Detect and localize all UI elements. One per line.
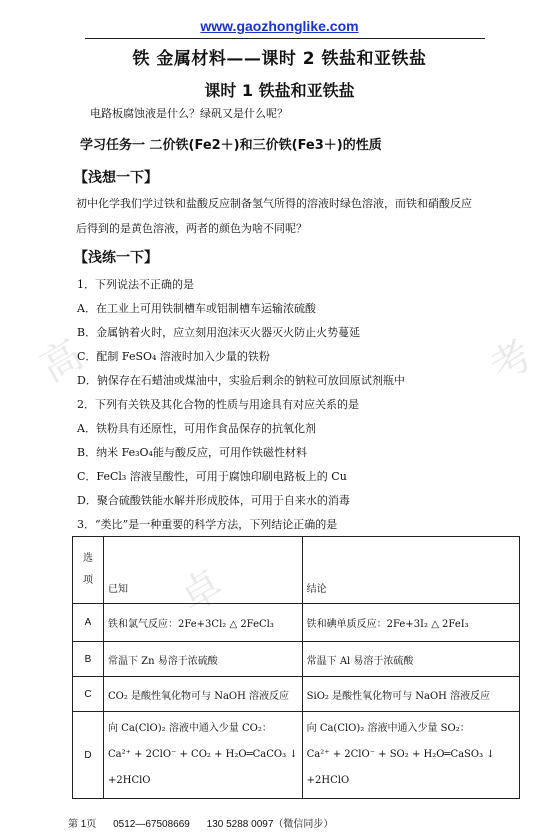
question-1-option-c: C．配制 FeSO₄ 溶液时加入少量的铁粉	[77, 350, 270, 363]
header-option-line1: 选	[83, 553, 93, 564]
table-row	[73, 712, 520, 799]
known-line-1: 向 Ca(ClO)₂ 溶液中通入少量 CO₂：	[108, 723, 272, 734]
table-header-row	[73, 537, 520, 604]
question-2-option-a: A．铁粉具有还原性，可用作食品保存的抗氧化剂	[77, 422, 316, 435]
practice-heading: 【浅练一下】	[74, 250, 158, 266]
think-text-line2: 后得到的是黄色溶液，两者的颜色为啥不同呢？	[76, 222, 307, 235]
task-heading: 学习任务一 二价铁(Fe2＋)和三价铁(Fe3＋)的性质	[80, 138, 382, 153]
page-footer	[68, 815, 347, 830]
think-text-line1: 初中化学我们学过铁和盐酸反应制备氢气所得的溶液时绿色溶液，而铁和硝酸反应	[76, 197, 472, 210]
table-row	[73, 642, 520, 677]
row-conclusion-cell	[302, 712, 519, 799]
footer-phone-mobile: 130 5288 0097（微信同步）	[206, 819, 334, 830]
question-2-option-c: C．FeCl₃ 溶液呈酸性，可用于腐蚀印刷电路板上的 Cu	[77, 470, 347, 483]
row-known-cell: 常温下 Zn 易溶于浓硫酸	[104, 642, 303, 677]
watermark-glyph: 考	[482, 331, 541, 392]
question-1-option-b: B．金属钠着火时，应立刻用泡沫灭火器灭火防止火势蔓延	[77, 326, 361, 339]
watermark-glyph: 高	[32, 331, 91, 392]
watermark-glyph: 卓	[172, 561, 231, 622]
known-line-2: Ca²⁺ + 2ClO⁻ + CO₂ + H₂O═CaCO₃ ↓	[108, 749, 298, 760]
page-title: 铁 金属材料——课时 2 铁盐和亚铁盐	[132, 49, 427, 69]
conclusion-line-2: Ca²⁺ + 2ClO⁻ + SO₂ + H₂O═CaSO₃ ↓	[306, 749, 495, 760]
header-known-cell: 已知	[104, 537, 303, 604]
row-option-label: A	[73, 604, 104, 642]
question-1-stem: 1．下列说法不正确的是	[77, 278, 194, 291]
conclusion-line-1: 向 Ca(ClO)₂ 溶液中通入少量 SO₂：	[306, 723, 470, 734]
row-conclusion-cell: 铁和碘单质反应：2Fe+3I₂ △ 2FeI₃	[302, 604, 519, 642]
question-3-stem: 3．“类比”是一种重要的科学方法，下列结论正确的是	[77, 518, 338, 531]
question-2-option-d: D．聚合硫酸铁能水解并形成胶体，可用于自来水的消毒	[77, 494, 350, 507]
question-2-option-b: B．纳米 Fe₃O₄能与酸反应，可用作铁磁性材料	[77, 446, 307, 459]
footer-phone-landline: 0512—67508669	[113, 819, 190, 830]
row-known-cell: CO₂ 是酸性氧化物可与 NaOH 溶液反应	[104, 677, 303, 712]
think-heading: 【浅想一下】	[74, 170, 158, 186]
row-conclusion-cell: 常温下 Al 易溶于浓硫酸	[302, 642, 519, 677]
row-conclusion-cell: SiO₂ 是酸性氧化物可与 NaOH 溶液反应	[302, 677, 519, 712]
question-1-option-d: D．钠保存在石蜡油或煤油中，实验后剩余的钠粒可放回原试剂瓶中	[77, 374, 405, 387]
header-conclusion-cell: 结论	[302, 537, 519, 604]
table-row	[73, 677, 520, 712]
question-1-option-a: A．在工业上可用铁制槽车或铝制槽车运输浓硫酸	[77, 302, 316, 315]
header-url-link[interactable]: www.gaozhonglike.com	[200, 18, 359, 34]
comparison-table	[72, 536, 520, 799]
row-known-cell: 铁和氯气反应：2Fe+3Cl₂ △ 2FeCl₃	[104, 604, 303, 642]
table-row	[73, 604, 520, 642]
page-subtitle: 课时 1 铁盐和亚铁盐	[204, 81, 355, 100]
row-option-label: C	[73, 677, 104, 712]
row-option-label: D	[73, 712, 104, 799]
conclusion-line-3: +2HClO	[306, 775, 350, 786]
intro-question: 电路板腐蚀液是什么？绿矾又是什么呢？	[90, 107, 288, 120]
question-2-stem: 2．下列有关铁及其化合物的性质与用途具有对应关系的是	[77, 398, 359, 411]
header-option-cell	[73, 537, 104, 604]
row-known-cell	[104, 712, 303, 799]
row-option-label: B	[73, 642, 104, 677]
header-option-line2: 项	[83, 575, 93, 586]
footer-page-number: 第 1页	[68, 819, 97, 830]
known-line-3: +2HClO	[108, 775, 151, 786]
header-divider	[85, 38, 485, 39]
